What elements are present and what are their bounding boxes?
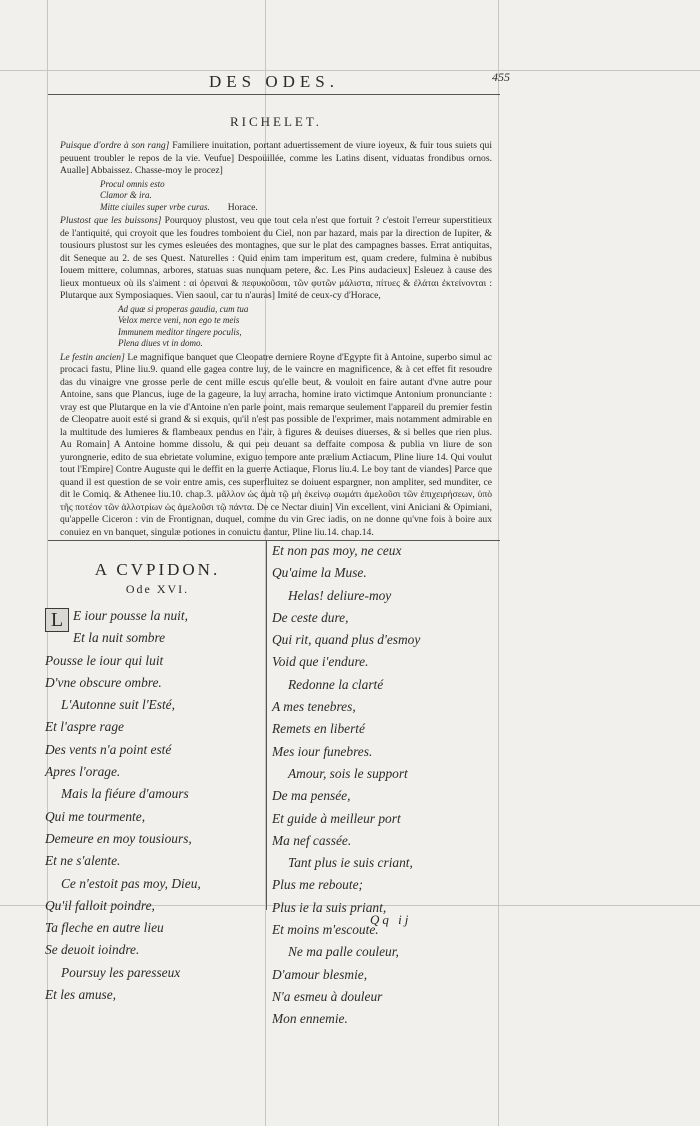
commentator-name: RICHELET. (229, 114, 323, 129)
verse-line: Procul omnis esto (100, 178, 165, 189)
verse-line: Plena diues vt in domo. (118, 338, 203, 348)
verse-line: Ad quæ si properas gaudia, cum tua (118, 303, 249, 314)
poem-line: A mes tenebres, (272, 699, 356, 715)
poem-subtitle: Ode XVI. (125, 582, 190, 596)
page-number: 455 (492, 70, 510, 84)
poem-line: Tant plus ie suis criant, (288, 855, 413, 871)
poem-line: N'a esmeu à douleur (272, 988, 383, 1004)
poem-column-right (272, 540, 487, 1031)
poem-line: D'vne obscure ombre. (45, 674, 162, 690)
poem-line: Et ne s'alente. (45, 853, 121, 869)
paragraph-text: Familiere inuitation, portant aduertissement de viure ioyeux, & fuir tous suiets qui peuuent troubler le repos de la vie. Veufue] Despoüillée, comme les Latins disent, viduatas frondibus ornos. Aualle] Abbaissez. Chasse-moy le procez] (60, 140, 492, 176)
verse-line: Mitte ciuiles super vrbe curas. (100, 201, 210, 212)
poem-line: Et la nuit sombre (73, 630, 166, 646)
poem-line: Qu'aime la Muse. (272, 565, 367, 581)
poem-line: Amour, sois le support (288, 765, 408, 781)
catchword: Qq ij (370, 912, 412, 927)
poem-line: Et guide à meilleur port (272, 810, 401, 826)
poem-line: Ne ma palle couleur, (288, 944, 399, 960)
drop-cap: L (45, 608, 69, 632)
poem-line: Se deuoit ioindre. (45, 942, 140, 958)
verse-line: Clamor & ira. (100, 190, 152, 200)
header-rule (48, 94, 500, 95)
poem-line: De ceste dure, (272, 609, 349, 625)
poem-line: Redonne la clarté (288, 676, 384, 692)
poem-line: Qui me tourmente, (45, 808, 146, 824)
poem-line: Et non pas moy, ne ceux (272, 543, 402, 558)
poem-line: Et moins m'escoute. (272, 922, 379, 938)
poem-column-left (45, 560, 260, 1006)
column-divider (266, 540, 267, 910)
poem-line: Mon ennemie. (272, 1011, 348, 1027)
poem-line-text: E iour pousse la nuit, (73, 608, 188, 623)
poem-line: Ma nef cassée. (272, 832, 352, 848)
poem-line: Pousse le iour qui luit (45, 652, 164, 668)
poem-line: D'amour blesmie, (272, 966, 368, 982)
grid-line (0, 70, 700, 71)
poem-line: Void que i'endure. (272, 654, 369, 670)
poem-line: Ta fleche en autre lieu (45, 920, 164, 936)
grid-line (498, 0, 499, 1126)
poem-line: Mais la fiéure d'amours (61, 786, 189, 802)
poem-line: Plus ie la suis priant, (272, 899, 387, 915)
poem-line: Plus me reboute; (272, 877, 363, 893)
commentary-paragraph (60, 140, 492, 178)
poem-line: Poursuy les paresseux (61, 964, 181, 980)
lemma: Le festin ancien] (60, 351, 125, 363)
verse-quote (100, 179, 492, 214)
poem-line: Demeure en moy tousiours, (45, 830, 192, 846)
commentary-paragraph (60, 352, 492, 540)
poem-title: A CVPIDON. (94, 560, 221, 579)
commentary-block (60, 102, 492, 539)
poem-line: De ma pensée, (272, 788, 351, 804)
poem-line: L'Autonne suit l'Esté, (61, 697, 175, 713)
verse-line: Immunem meditor tingere poculis, (118, 326, 242, 337)
poem-line: Qu'il falloit poindre, (45, 897, 155, 913)
poem-line (45, 605, 260, 631)
poem-line: Et les amuse, (45, 987, 117, 1003)
paragraph-text: Le magnifique banquet que Cleopatre derniere Royne d'Egypte fit à Antoine, superbo simul ac procaci fastu, Pline liu.9. quand elle gagea contre luy, de le vaincre en magnificence, & à cet effet fit resoudre das du vinaigre vne grosse perle de cent mille escus qu'elle beut, & vouloit en faire autant d'vne autre pour Antoine, sans que Plancus, iuge de la gageure, la luy arracha, homine irato victimque Antonium pronunciante : vray est que Plutarque en la vie d'Antoine n'en parle point, mais remarque seulement l'appareil du premier festin de Cleopatre auoit esté si grand & si exquis, qu'il n'est pas possible de l'exprimer, mais notamment admirable en la multitude des lumieres & flambeaux pendus en l'air, à figures & deuises diuerses, & si belles que rien plus. Au Romain] A Antoine homme dissolu, & qui peu deuant sa deffaite composa & publia vn liure de son yurongnerie, edito de sua ebrietate volumine, exiguo tempore ante prælium Actiacum, Pline liure 14. Qui voulut tout l'Empire] Contre Auguste qui le deffit en la guerre Actiaque, Florus liu.4. Le boy tant de viandes] Parce que quand il est question de se voir entre amis, ces superfluitez se doiuent espargner, non ampliter, sed munditer, ce dit le Comiq. & Athenee liu.10. chap.3. μᾶλλον ὡς ἀμὰ τῷ μὴ ἐκείνῳ σωμάτι ἀμελοῦσι τῶν ἐπιχειρήσεων, ὑπὸ τῆς ποτέον τῶν ἀλλοτρίων ὡς ἀμελοῦσι τῷ πάντα. De ce Nectar diuin] Vin excellent, vini Aniciani & Opimiani, qu'appelle Ciceron : vin de Frontignan, duquel, comme du vin Grec iadis, on ne donne qu'vne fois à boire aux conuiez en vn banquet, singulæ potiones in conuictu dantur, Pline liu.14. chap.14. (60, 351, 493, 538)
page-header (48, 70, 510, 92)
poem-line: Apres l'orage. (45, 764, 121, 780)
running-title: DES ODES. (208, 72, 339, 91)
paragraph-text: Pourquoy plustost, veu que tout cela n'est que fortuit ? c'estoit l'erreur superstitieux de l'antiquité, qui croyoit que les foudres tomboient du Ciel, non par hazard, mais par la direction de Iupiter, & tousiours plustost sur les cymes esleuées des montagnes, que sur le plat des campagnes basses. Errat antiquitas, dit Seneque au 2. de ses Quest. Naturelles : Quid enim tam imperitum est, quam credere, fulmina è nubibus Iouem mittere, columnas, arbores, statuas suas nunquam petere, &c. Les Pins audacieux] Esleuez à cause des lieux montueux où ils s'aiment : αἱ ὀρειναὶ & πεφυκοῦσαι, τῶν φυτῶν μάλιστα, πίτυες & ἐλάται ἐκτείνονται : Plutarque aux Symposiaques. Vien saoul, car tu n'auras] Imité de ceux-cy d'Horace, (60, 215, 492, 301)
lemma: Plustost que les buissons] (60, 215, 162, 226)
poem-line: Des vents n'a point esté (45, 741, 172, 757)
verse-quote (118, 304, 492, 350)
poem-line: Et l'aspre rage (45, 719, 124, 735)
poem-line: Helas! deliure-moy (288, 587, 392, 603)
poem-line: Qui rit, quand plus d'esmoy (272, 632, 421, 648)
lemma: Puisque d'ordre à son rang] (60, 140, 170, 151)
verse-source: Horace. (227, 201, 258, 213)
verse-line: Velox merce veni, non ego te meis (118, 315, 240, 325)
poem-line: Ce n'estoit pas moy, Dieu, (61, 875, 201, 891)
poem-line: Mes iour funebres. (272, 743, 373, 759)
commentary-paragraph (60, 215, 492, 303)
poem-line: Remets en liberté (272, 721, 365, 737)
